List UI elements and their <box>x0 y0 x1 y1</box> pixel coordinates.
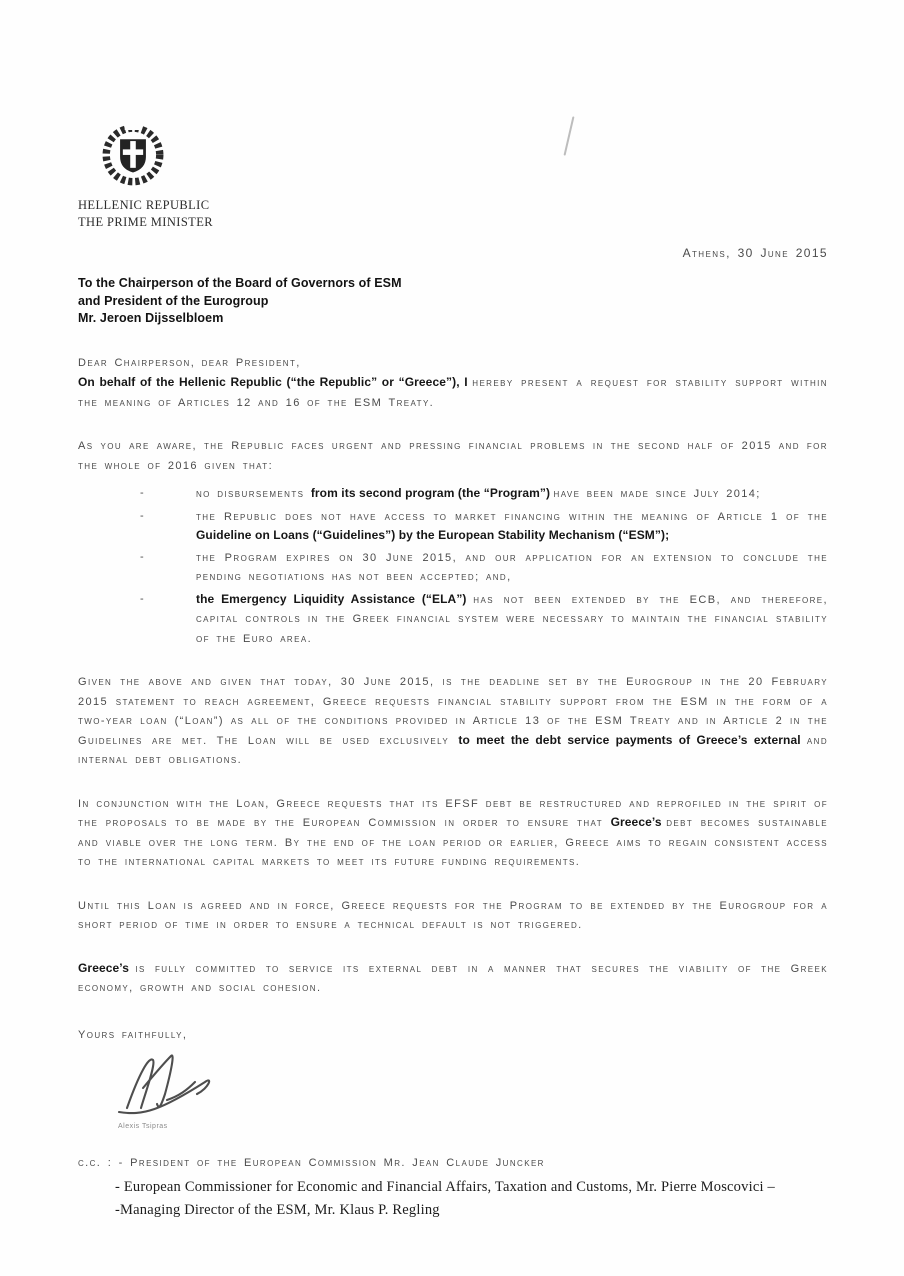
letterhead <box>78 118 828 231</box>
cc-block <box>78 1152 828 1221</box>
bullet-item-market-financing <box>78 507 828 545</box>
letterhead-org: HELLENIC REPUBLIC <box>78 198 210 212</box>
cc-line-regling: -Managing Director of the ESM, Mr. Klaus P. Regling <box>115 1201 440 1218</box>
addressee-line-2: and President of the Eurogroup <box>78 293 269 308</box>
signature-icon <box>104 1048 244 1124</box>
addressee-line-3: Mr. Jeroen Dijsselbloem <box>78 311 224 325</box>
bullet-text: the Republic does not have access to market financing within the meaning of Article 1 of the Guideline on Loans (“Guidelines”) by the European Stability Mechanism (“ESM”); <box>196 510 828 542</box>
signature-name: Alexis Tsipras <box>118 1123 168 1130</box>
paragraph-loan-request: Given the above and given that today, 30 June 2015, is the deadline set by the Eurogroup in the 20 February 2015 statement to reach agreement, Greece requests financial stability support from the ESM in the form of a two-year loan (“Loan”) as all of the conditions provided in Article 13 of the ESM Treaty and in Article 2 in the Guidelines are met. The Loan will be used exclusively to meet the debt service payments of Greece’s external and internal debt obligations. <box>78 676 829 766</box>
cc-rest <box>115 1176 817 1221</box>
addressee-block <box>78 275 828 328</box>
bullet-item-program-expiry <box>78 548 828 587</box>
dateline: Athens, 30 June 2015 <box>682 246 828 260</box>
addressee-line-1: To the Chairperson of the Board of Governors of ESM <box>78 276 402 290</box>
letterhead-office: THE PRIME MINISTER <box>78 215 213 229</box>
closing: Yours faithfully, <box>78 1028 188 1041</box>
bullet-item-ela <box>78 590 828 649</box>
paragraph-efsf-restructuring: In conjunction with the Loan, Greece requests that its EFSF debt be restructured and reprofiled in the spirit of the proposals to be made by the European Commission in order to ensure that Greece’s debt becomes sustainable and viable over the long term. By the end of the loan period or earlier, Greece aims to regain consistent access to the international capital markets to meet its future funding requirements. <box>78 797 829 868</box>
bullet-text: the Program expires on 30 June 2015, and our application for an extension to conclude the pending negotiations has not been accepted; and, <box>196 551 828 583</box>
bullet-marker: - <box>140 509 146 522</box>
bullet-marker: - <box>140 487 146 499</box>
cc-line-juncker: c.c. : - President of the European Commission Mr. Jean Claude Juncker <box>78 1157 545 1169</box>
hellenic-republic-emblem-icon <box>94 118 172 190</box>
bullet-text: no disbursements from its second program (the “Program”) have been made since July 2014; <box>196 486 761 500</box>
bullet-text: the Emergency Liquidity Assistance (“ELA”) has not been extended by the ECB, and therefore, capital controls in the Greek financial system were necessary to maintain the financial stability of the Euro area. <box>196 591 828 645</box>
paragraph-context: As you are aware, the Republic faces urgent and pressing financial problems in the second half of 2015 and for the whole of 2016 given that: <box>78 440 828 472</box>
bullet-item-disbursements <box>78 484 828 504</box>
paragraph-program-extension: Until this Loan is agreed and in force, Greece requests for the Program to be extended by the Eurogroup for a short period of time in order to ensure a technical default is not triggered. <box>78 899 828 931</box>
bullet-marker: - <box>140 550 146 563</box>
salutation: Dear Chairperson, dear President, <box>78 356 301 369</box>
signature-block <box>104 1048 254 1130</box>
paragraph-request-intro: On behalf of the Hellenic Republic (“the Republic” or “Greece”), I hereby present a request for stability support within the meaning of Articles 12 and 16 of the ESM Treaty. <box>78 375 828 409</box>
paragraph-commitment: Greece’s is fully committed to service its external debt in a manner that secures the viability of the Greek economy, growth and social cohesion. <box>78 960 828 994</box>
cc-line-moscovici: - European Commissioner for Economic and Financial Affairs, Taxation and Customs, Mr. Pierre Moscovici – <box>115 1179 775 1195</box>
letterhead-text <box>78 197 828 231</box>
bullet-marker: - <box>140 592 146 605</box>
bullet-list <box>78 484 828 648</box>
